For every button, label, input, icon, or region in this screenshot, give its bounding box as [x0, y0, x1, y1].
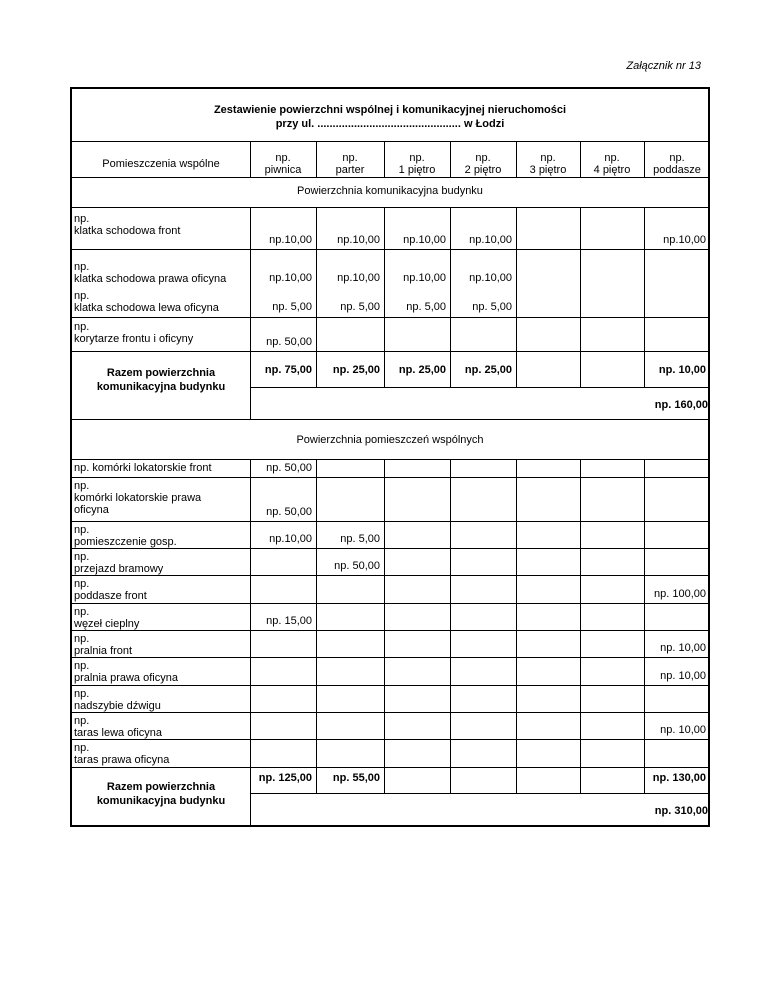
row-divider	[72, 630, 710, 631]
row-divider	[72, 351, 710, 352]
cell-value: np. 10,00	[660, 670, 706, 682]
cell-value: np.10,00	[269, 272, 312, 284]
row-label: np. komórki lokatorskie prawa oficyna	[74, 480, 202, 516]
row-label: np. taras lewa oficyna	[74, 715, 163, 739]
column-divider	[516, 459, 517, 767]
column-divider	[580, 459, 581, 767]
column-header-floor: 4 piętro	[593, 164, 631, 176]
row-label: np. komórki lokatorskie front	[74, 462, 212, 474]
total-value: np. 25,00	[398, 364, 446, 376]
column-header-floor: parter	[335, 164, 365, 176]
column-header-prefix: np.	[604, 152, 620, 164]
cell-value: np.10,00	[469, 234, 512, 246]
section-title-common-rooms: Powierzchnia pomieszczeń wspólnych	[296, 434, 484, 446]
cell-value: np.10,00	[403, 272, 446, 284]
cell-value: np. 5,00	[340, 533, 380, 545]
row-divider	[72, 739, 710, 740]
row-divider	[72, 419, 710, 420]
row-label: np. pomieszczenie gosp.	[74, 524, 177, 548]
column-divider	[384, 459, 385, 767]
total-value: np. 10,00	[658, 364, 706, 376]
total-label-common-rooms: Razem powierzchnia komunikacyjna budynku	[96, 781, 226, 807]
annex-label: Załącznik nr 13	[626, 60, 701, 72]
grand-total-communication: np. 160,00	[654, 399, 708, 411]
row-label: np. taras prawa oficyna	[74, 742, 170, 766]
row-label: np. pralnia front	[74, 633, 133, 657]
row-divider	[72, 317, 710, 318]
column-header-6	[580, 152, 644, 176]
cell-value: np. 50,00	[266, 336, 312, 348]
header-label: Pomieszczenia wspólne	[102, 158, 220, 170]
column-header-floor: 2 piętro	[464, 164, 502, 176]
cell-value: np.10,00	[269, 533, 312, 545]
total-value: np. 25,00	[464, 364, 512, 376]
cell-value: np. 5,00	[272, 301, 312, 313]
column-header-4	[450, 152, 516, 176]
row-divider	[72, 712, 710, 713]
row-divider	[250, 387, 710, 388]
row-divider	[72, 477, 710, 478]
cell-value: np. 10,00	[660, 724, 706, 736]
cell-value: np. 5,00	[472, 301, 512, 313]
row-divider	[72, 141, 710, 142]
column-divider	[450, 207, 451, 351]
column-header-3	[384, 152, 450, 176]
column-header-prefix: np.	[475, 152, 491, 164]
cell-value: np.10,00	[269, 234, 312, 246]
column-header-floor: piwnica	[264, 164, 302, 176]
row-label: np. przejazd bramowy	[74, 551, 164, 575]
row-divider	[72, 249, 710, 250]
column-divider	[516, 767, 517, 793]
title-line-2: przy ul. ............................................... w Łodzi	[275, 118, 505, 130]
total-value: np. 130,00	[652, 772, 706, 784]
column-header-prefix: np.	[669, 152, 685, 164]
row-divider	[72, 521, 710, 522]
column-header-floor: 3 piętro	[529, 164, 567, 176]
page-title	[72, 103, 708, 131]
column-divider	[580, 207, 581, 351]
total-value: np. 55,00	[332, 772, 380, 784]
total-value: np. 25,00	[332, 364, 380, 376]
column-divider	[580, 351, 581, 387]
table-frame	[70, 87, 710, 827]
column-divider	[250, 459, 251, 767]
total-value: np. 125,00	[258, 772, 312, 784]
title-line-1: Zestawienie powierzchni wspólnej i komunikacyjnej nieruchomości	[213, 104, 567, 116]
cell-value: np. 50,00	[266, 462, 312, 474]
column-divider	[384, 767, 385, 793]
cell-value: np. 100,00	[654, 588, 706, 600]
cell-value: np.10,00	[337, 272, 380, 284]
column-divider	[450, 459, 451, 767]
column-header-prefix: np.	[275, 152, 291, 164]
row-divider	[72, 207, 710, 208]
row-divider	[72, 575, 710, 576]
column-header-1	[250, 152, 316, 176]
cell-value: np.10,00	[469, 272, 512, 284]
cell-value: np.10,00	[337, 234, 380, 246]
column-header-prefix: np.	[409, 152, 425, 164]
row-divider	[250, 793, 710, 794]
cell-value: np. 50,00	[266, 506, 312, 518]
row-label: np. klatka schodowa prawa oficyna	[74, 261, 227, 285]
row-label: np. poddasze front	[74, 578, 147, 602]
row-divider	[72, 603, 710, 604]
row-divider	[72, 767, 710, 768]
section-title-communication: Powierzchnia komunikacyjna budynku	[297, 185, 483, 197]
row-divider	[72, 177, 710, 178]
cell-value: np.10,00	[403, 234, 446, 246]
row-divider	[72, 459, 710, 460]
cell-value: np. 10,00	[660, 642, 706, 654]
column-divider	[450, 767, 451, 793]
row-divider	[72, 685, 710, 686]
column-divider	[316, 459, 317, 767]
cell-value: np. 50,00	[334, 560, 380, 572]
column-divider	[516, 351, 517, 387]
column-divider	[580, 767, 581, 793]
row-divider	[72, 548, 710, 549]
row-label: np. węzeł cieplny	[74, 606, 140, 630]
column-header-7	[644, 152, 710, 176]
column-divider	[644, 459, 645, 767]
cell-value: np. 5,00	[406, 301, 446, 313]
column-divider	[250, 207, 251, 351]
cell-value: np.10,00	[663, 234, 706, 246]
total-label-communication: Razem powierzchnia komunikacyjna budynku	[96, 367, 226, 393]
row-label: np. klatka schodowa front	[74, 213, 181, 237]
column-header-prefix: np.	[342, 152, 358, 164]
row-label: np. korytarze frontu i oficyny	[74, 321, 194, 345]
column-header-prefix: np.	[540, 152, 556, 164]
row-label: np. nadszybie dźwigu	[74, 688, 161, 712]
column-divider	[516, 207, 517, 351]
column-header-floor: poddasze	[653, 164, 701, 176]
column-divider	[644, 207, 645, 351]
row-divider	[72, 657, 710, 658]
row-label: np. pralnia prawa oficyna	[74, 660, 178, 684]
column-divider	[384, 207, 385, 351]
grand-total-common-rooms: np. 310,00	[654, 805, 708, 817]
total-value: np. 75,00	[264, 364, 312, 376]
column-header-5	[516, 152, 580, 176]
column-divider	[316, 207, 317, 351]
column-header-2	[316, 152, 384, 176]
cell-value: np. 15,00	[266, 615, 312, 627]
cell-value: np. 5,00	[340, 301, 380, 313]
row-label: np. klatka schodowa lewa oficyna	[74, 290, 219, 314]
column-header-floor: 1 piętro	[398, 164, 436, 176]
